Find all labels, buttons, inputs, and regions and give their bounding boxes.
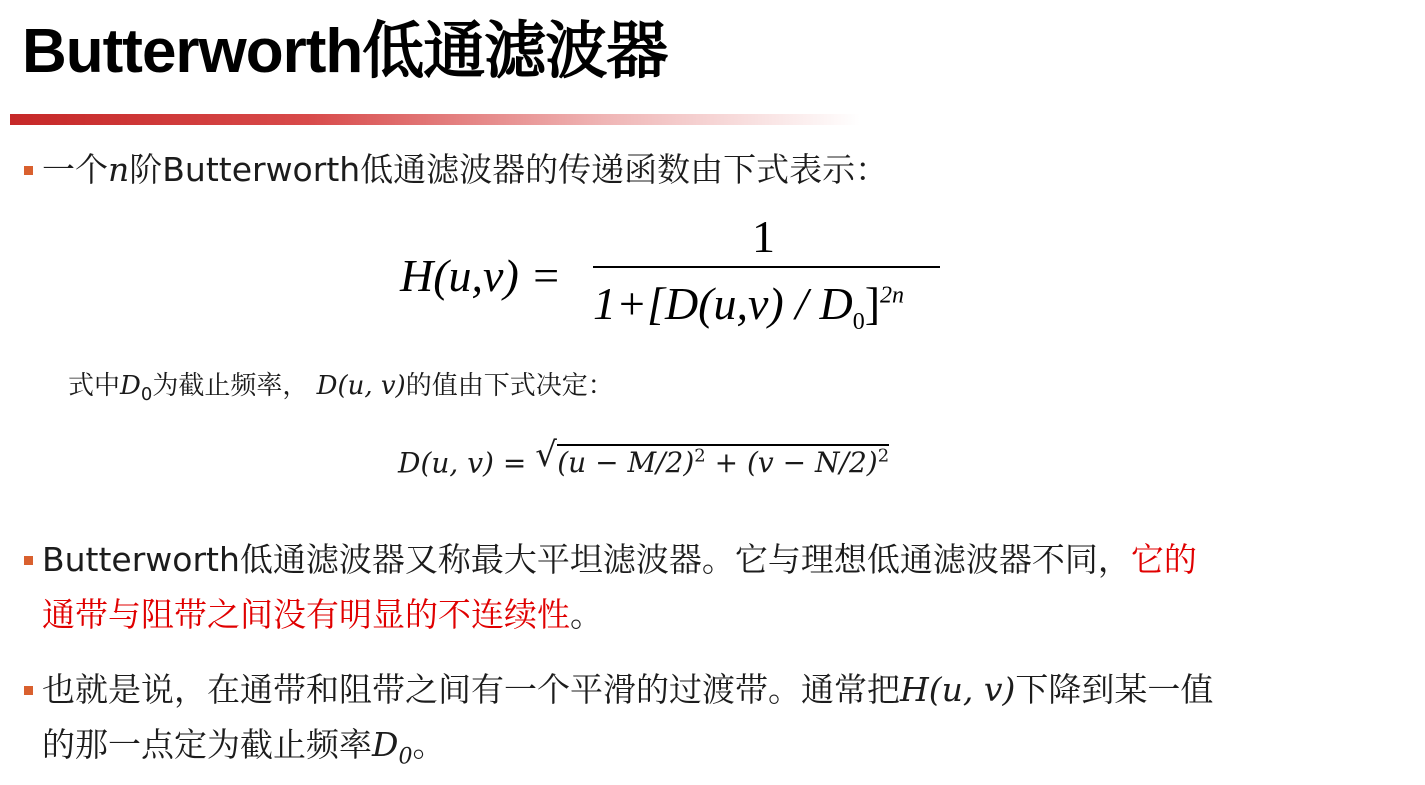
bullet-2-line-1 [42, 533, 1197, 587]
note-var: D [120, 371, 141, 401]
note-math: D(u, v) [316, 371, 406, 401]
bullet-3-line-1-post: 下降到某一值 [1015, 670, 1214, 709]
bullet-2-line-2 [42, 588, 603, 642]
page-title: Butterworth低通滤波器 [22, 17, 668, 86]
note-post: 的值由下式决定： [405, 371, 614, 401]
equation2-sup-b: 2 [877, 446, 890, 467]
equation2-plus: + [705, 446, 747, 480]
equation2-sqrt [535, 430, 889, 490]
equation2-lhs: D(u, v) = [398, 446, 536, 480]
sqrt-icon: √ [535, 435, 557, 475]
bullet-1-pre: 一个 [42, 150, 108, 189]
bullet-3-line-2-math: D [372, 725, 399, 764]
note-sub: 0 [140, 384, 153, 406]
bullet-3-line-2 [42, 718, 445, 785]
equation1-den-sub: 0 [852, 309, 865, 336]
equation1-den-post: ] [864, 278, 881, 329]
bullet-1-var: n [108, 150, 130, 189]
equation1-den-sup: 2n [880, 282, 905, 309]
bullet-2-line-1-black: Butterworth低通滤波器又称最大平坦滤波器。它与理想低通滤波器不同， [42, 540, 1131, 579]
bullet-3-line-2-sub: 0 [398, 744, 413, 770]
equation2-body-a: (u − M/2) [557, 446, 695, 480]
bullet-2-line-2-end: 。 [570, 595, 603, 634]
bullet-2-line-1-red: 它的 [1130, 540, 1197, 579]
distance-equation [398, 430, 889, 484]
title-underline-bar [10, 114, 860, 125]
equation1-numerator: 1 [752, 211, 775, 262]
equation2-sup-a: 2 [694, 446, 706, 467]
equation1-lhs: H(u,v) = [400, 250, 562, 301]
bullet-1-text [42, 143, 888, 197]
bullet-3-line-1-pre: 也就是说，在通带和阻带之间有一个平滑的过渡带。通常把 [42, 670, 900, 709]
note-mid: 为截止频率， [152, 371, 309, 401]
bullet-3-line-2-end: 。 [412, 725, 446, 764]
bullet-2-line-2-red: 通带与阻带之间没有明显的不连续性 [42, 595, 570, 634]
equation1-den-pre: 1+[D(u,v) / D [593, 278, 853, 329]
bullet-marker-3 [24, 686, 33, 695]
transfer-function-equation [400, 212, 960, 342]
cutoff-note [68, 360, 614, 421]
bullet-1-post: 阶Butterworth低通滤波器的传递函数由下式表示： [129, 150, 889, 189]
bullet-marker-2 [24, 556, 33, 565]
note-pre: 式中 [68, 371, 121, 401]
equation1-denominator [593, 274, 904, 334]
equation2-body-b: (v − N/2) [747, 446, 878, 480]
equation1-fraction-line [593, 266, 940, 268]
bullet-3-line-1-math: H(u, v) [900, 670, 1016, 709]
bullet-3-line-2-pre: 的那一点定为截止频率 [42, 725, 372, 764]
bullet-marker-1 [24, 166, 33, 175]
bullet-3-line-1 [42, 663, 1213, 717]
